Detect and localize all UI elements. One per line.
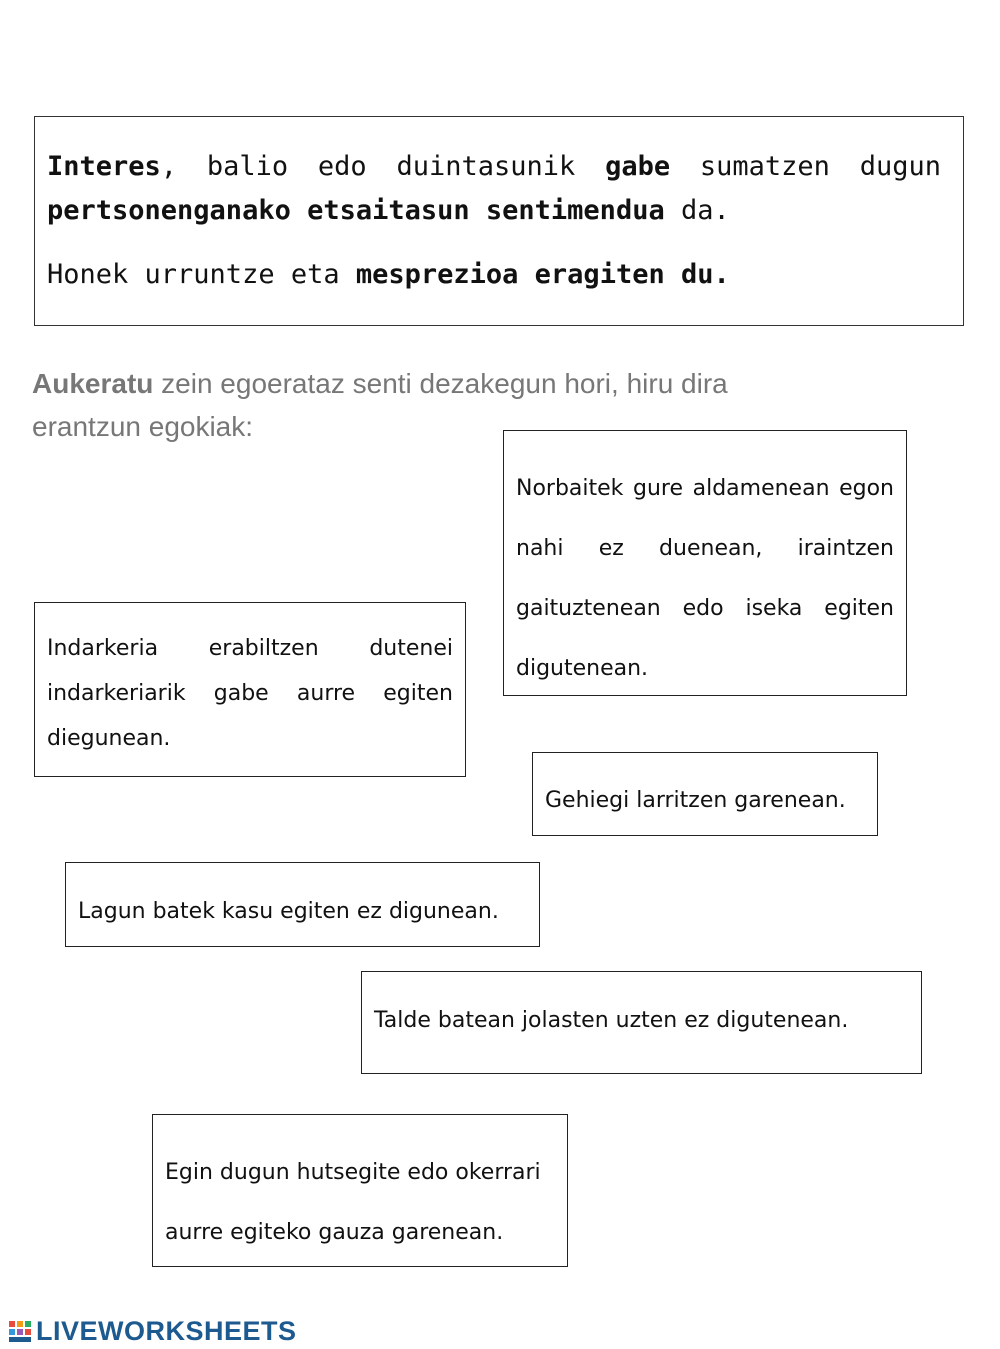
answer-option-5[interactable] [361,971,922,1074]
answer-option-6[interactable] [152,1114,568,1267]
definition-box [34,116,964,326]
answer-option-3[interactable] [532,752,878,836]
liveworksheets-logo[interactable] [8,1314,297,1348]
answer-option-1[interactable] [503,430,907,696]
answer-option-label: Egin dugun hutsegite edo okerrari aurre egiteko gauza garenean. [165,1160,541,1245]
answer-option-2[interactable] [34,602,466,777]
logo-text: LIVEWORKSHEETS [36,1315,297,1346]
definition-consequence: Honek urruntze eta mesprezioa eragiten du. [47,259,730,290]
answer-option-label: Gehiegi larritzen garenean. [545,788,846,813]
answer-option-label: Lagun batek kasu egiten ez digunean. [78,899,499,924]
instruction-text: Aukeratu zein egoerataz senti dezakegun hori, hiru dira erantzun egokiak: [32,368,728,442]
answer-option-label: Norbaitek gure aldamenean egon nahi ez duenean, iraintzen gaituztenean edo iseka egiten digutenean. [516,476,894,681]
answer-option-label: Talde batean jolasten uzten ez digutenean. [374,1008,849,1033]
liveworksheets-logo-icon [8,1319,32,1343]
answer-option-4[interactable] [65,862,540,947]
answer-option-label: Indarkeria erabiltzen dutenei indarkeriarik gabe aurre egiten diegunean. [47,636,453,751]
definition-text: Interes, balio edo duintasunik gabe sumatzen dugun pertsonenganako etsaitasun sentimendua da. [47,151,941,226]
